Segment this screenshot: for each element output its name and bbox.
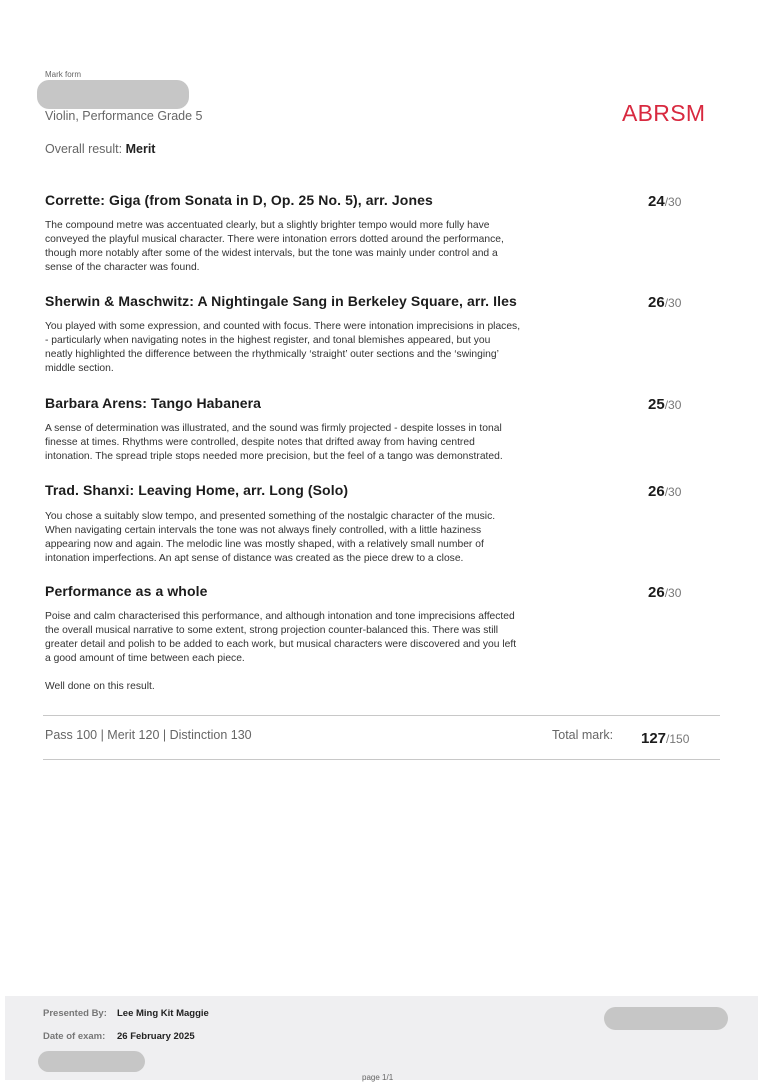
overall-result [45,142,155,156]
form-type-label: Mark form [45,70,81,79]
piece-mark [648,584,681,601]
piece-comment [45,610,545,694]
piece-mark-out-of: /30 [664,195,682,209]
piece-comment [45,320,545,376]
total-mark [641,730,689,747]
redacted-candidate-name [37,80,189,109]
piece-mark [648,193,681,210]
piece-mark [648,294,681,311]
overall-result-label: Overall result: [45,142,123,156]
comment-line: neatly highlighted the difference between the rhythmically ‘straight’ outer sections and the ‘swinging’ [45,349,499,360]
comment-line: A sense of determination was illustrated, and the sound was firmly projected - despite losses in tonal [45,423,502,434]
piece-section [45,395,705,462]
piece-section [45,192,705,273]
comment-line: greater detail and polish to be added to each work, but musical characters were discovered and you left [45,639,517,650]
piece-section [45,293,705,374]
piece-mark-out-of: /30 [664,586,682,600]
piece-mark-out-of: /30 [664,485,682,499]
comment-line: You played with some expression, and counted with focus. There were intonation imprecisions in places, [45,321,521,332]
total-mark-out-of: /150 [666,732,690,746]
comment-line: Poise and calm characterised this performance, and although intonation and tone imprecisions affected [45,611,515,622]
abrsm-logo: ABRSM [622,100,706,126]
comment-line: intonation. The spread triple stops needed more precision, but the feel of a tango was demonstrated. [45,451,503,462]
piece-title: Performance as a whole [45,583,208,599]
grade-boundaries: Pass 100 | Merit 120 | Distinction 130 [45,728,252,742]
comment-line: appearing now and again. The melodic line was mostly shaped, with a relatively small number of [45,539,484,550]
presented-by-label: Presented By: [43,1008,107,1019]
piece-mark-value: 26 [648,483,665,500]
overall-performance-section [45,583,705,692]
divider [43,715,720,716]
comment-line: - particularly when navigating notes in the highest register, and tonal blemishes appeared, but you [45,335,491,346]
piece-mark-out-of: /30 [664,296,682,310]
piece-section [45,482,705,564]
comment-line: conveyed the playful musical character. There were intonation errors dotted around the performance, [45,234,504,245]
exam-date-label: Date of exam: [43,1031,106,1042]
piece-mark-value: 26 [648,584,665,601]
presented-by-value: Lee Ming Kit Maggie [117,1008,209,1019]
piece-comment [45,219,545,275]
comment-line: When navigating certain intervals the tone was not always finely controlled, with a little haziness [45,525,482,536]
comment-line: intonation imperfections. An apt sense of distance was created as the piece drew to a close. [45,553,464,564]
piece-mark [648,483,681,500]
comment-line: a good amount of time between each piece. [45,653,245,664]
divider [43,759,720,760]
exam-date-value: 26 February 2025 [117,1031,195,1042]
piece-comment [45,422,545,464]
comment-line: Well done on this result. [45,681,155,692]
total-mark-value: 127 [641,730,667,747]
piece-mark [648,396,681,413]
piece-comment [45,510,545,566]
comment-line [45,666,545,680]
footer-panel [5,996,758,1080]
comment-line: though more notably after some of the widest intervals, but the tone was mainly under control and a [45,248,498,259]
comment-line: finesse at times. Rhythms were controlled, despite notes that drifted away from having centred [45,437,475,448]
comment-line: sense of the character was found. [45,262,200,273]
piece-mark-out-of: /30 [664,398,682,412]
redacted-footer-field [604,1007,728,1030]
comment-line: middle section. [45,363,114,374]
piece-mark-value: 25 [648,396,665,413]
piece-title: Barbara Arens: Tango Habanera [45,395,262,411]
piece-title: Corrette: Giga (from Sonata in D, Op. 25 No. 5), arr. Jones [45,192,433,208]
overall-result-value: Merit [125,142,156,156]
piece-title: Trad. Shanxi: Leaving Home, arr. Long (Solo) [45,482,349,498]
piece-mark-value: 26 [648,294,665,311]
total-mark-label: Total mark: [552,728,614,742]
comment-line: the overall musical narrative to some extent, strong projection counter-balanced this. There was still [45,625,499,636]
redacted-footer-field [38,1051,145,1072]
comment-line: You chose a suitably slow tempo, and presented something of the nostalgic character of the music. [45,511,496,522]
page-number: page 1/1 [362,1073,394,1082]
exam-subtitle: Violin, Performance Grade 5 [45,109,203,123]
comment-line: The compound metre was accentuated clearly, but a slightly brighter tempo would more fully have [45,220,490,231]
piece-title: Sherwin & Maschwitz: A Nightingale Sang in Berkeley Square, arr. Iles [45,293,517,309]
piece-mark-value: 24 [648,193,665,210]
